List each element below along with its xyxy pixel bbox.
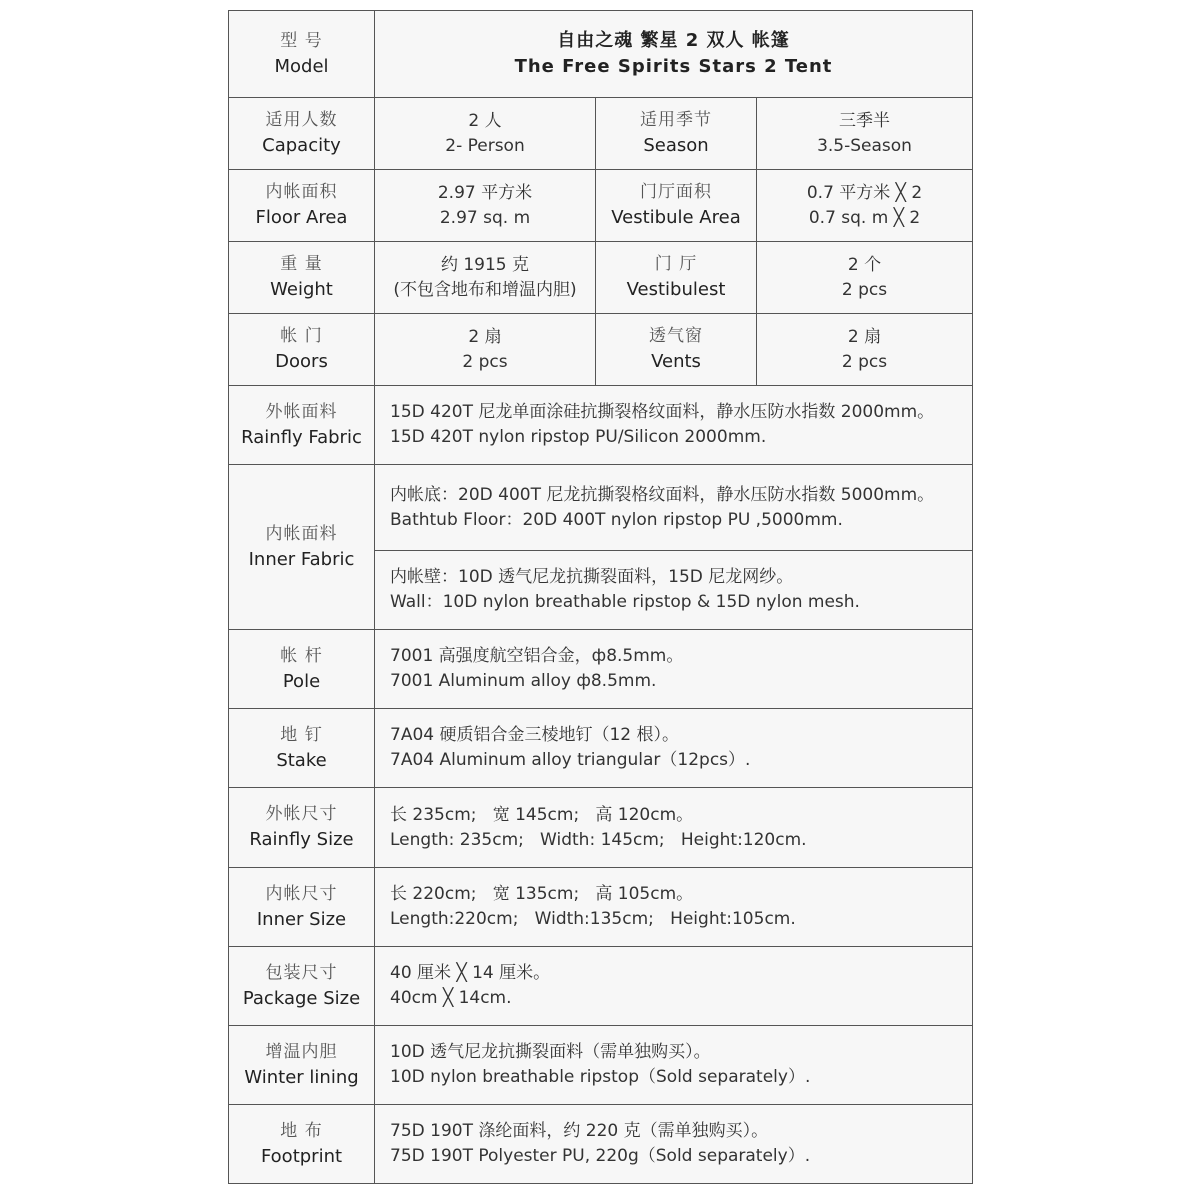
label-zh: 地 钉 (280, 724, 323, 745)
value-en: 2.97 sq. m (439, 207, 531, 228)
label-zh: 透气窗 (649, 326, 703, 346)
label-en: Rainfly Fabric (241, 426, 362, 448)
row-inner-fabric-floor (229, 465, 973, 551)
label-stake (229, 709, 375, 788)
value-zh: 75D 190T 涤纶面料，约 220 克（需单独购买）。 (390, 1121, 769, 1141)
row-package-size (229, 947, 973, 1026)
label-zh: 帐 杆 (280, 645, 323, 666)
row-inner-size (229, 868, 973, 947)
value-en: Length: 235cm; Width: 145cm; Height:120cm. (390, 829, 807, 850)
label-vestibulest (596, 242, 757, 314)
value-zh: 40 厘米 ╳ 14 厘米。 (390, 963, 551, 983)
model-name-zh: 自由之魂 繁星 2 双人 帐篷 (557, 30, 790, 51)
label-en: Inner Fabric (248, 548, 355, 570)
row-capacity-season (229, 98, 973, 170)
value-zh: 内帐壁：10D 透气尼龙抗撕裂面料，15D 尼龙网纱。 (390, 567, 794, 587)
label-en: Floor Area (255, 207, 348, 228)
label-zh: 型 号 (280, 30, 323, 51)
value-rainfly-fabric (375, 386, 973, 465)
row-weight (229, 242, 973, 314)
value-zh: 10D 透气尼龙抗撕裂面料（需单独购买）。 (390, 1042, 711, 1062)
value-en: 0.7 sq. m ╳ 2 (808, 207, 921, 228)
row-stake (229, 709, 973, 788)
label-winter-lining (229, 1026, 375, 1105)
value-en: 7A04 Aluminum alloy triangular（12pcs）. (390, 750, 751, 770)
label-en: Vents (651, 351, 701, 372)
label-en: Capacity (262, 135, 341, 156)
value-weight (375, 242, 596, 314)
value-inner-floor (375, 465, 973, 551)
value-en: 7001 Aluminum alloy ф8.5mm. (390, 671, 657, 691)
row-rainfly-size (229, 788, 973, 868)
value-zh: 三季半 (839, 110, 890, 131)
label-zh: 重 量 (280, 254, 323, 274)
value-en: 2- Person (445, 135, 525, 156)
value-zh: 长 235cm; 宽 145cm; 高 120cm。 (390, 804, 694, 825)
label-vestibule-area (596, 170, 757, 242)
value-zh: 2 人 (468, 110, 502, 131)
label-zh: 门 厅 (654, 254, 698, 274)
label-floor-area (229, 170, 375, 242)
label-zh: 适用人数 (265, 110, 338, 130)
label-package-size (229, 947, 375, 1026)
label-en: Rainfly Size (249, 829, 354, 850)
row-pole (229, 630, 973, 709)
label-en: Season (643, 135, 709, 156)
value-en: 40cm ╳ 14cm. (390, 988, 512, 1008)
label-zh: 地 布 (280, 1120, 323, 1141)
label-capacity (229, 98, 375, 170)
label-en: Stake (276, 749, 327, 771)
value-pole (375, 630, 973, 709)
label-doors (229, 314, 375, 386)
label-en: Inner Size (256, 908, 347, 930)
label-rainfly-size (229, 788, 375, 868)
value-zh: 内帐底：20D 400T 尼龙抗撕裂格纹面料，静水压防水指数 5000mm。 (390, 484, 935, 505)
label-zh: 适用季节 (640, 110, 712, 130)
label-en: Vestibulest (626, 279, 726, 300)
value-floor-area (375, 170, 596, 242)
value-zh: 0.7 平方米 ╳ 2 (806, 182, 923, 203)
value-rainfly-size (375, 788, 973, 868)
value-en: 2 pcs (841, 279, 888, 300)
label-en: Package Size (242, 987, 361, 1009)
row-footprint (229, 1105, 973, 1184)
label-en: Winter lining (244, 1066, 359, 1088)
label-vents (596, 314, 757, 386)
label-model (229, 11, 375, 98)
value-doors (375, 314, 596, 386)
value-zh: 7001 高强度航空铝合金，ф8.5mm。 (390, 646, 684, 666)
value-en: Length:220cm; Width:135cm; Height:105cm. (390, 909, 796, 929)
label-weight (229, 242, 375, 314)
value-footprint (375, 1105, 973, 1184)
value-en: 10D nylon breathable ripstop（Sold separately）. (390, 1067, 811, 1087)
label-en: Doors (275, 351, 328, 372)
value-stake (375, 709, 973, 788)
label-zh: 包装尺寸 (265, 962, 338, 983)
value-vestibulest (757, 242, 973, 314)
model-name-en: The Free Spirits Stars 2 Tent (514, 56, 833, 77)
value-package-size (375, 947, 973, 1026)
value-capacity (375, 98, 596, 170)
row-rainfly-fabric (229, 386, 973, 465)
value-zh: 2 扇 (468, 326, 502, 347)
value-vestibule-area (757, 170, 973, 242)
spec-table (228, 10, 973, 1184)
model-value (375, 11, 973, 98)
label-pole (229, 630, 375, 709)
label-en: Pole (282, 670, 321, 692)
value-vents (757, 314, 973, 386)
value-winter-lining (375, 1026, 973, 1105)
label-en: Weight (270, 279, 333, 300)
row-model (229, 11, 973, 98)
label-zh: 帐 门 (280, 326, 323, 346)
value-zh: 7A04 硬质铝合金三棱地钉（12 根）。 (390, 725, 680, 745)
row-doors-vents (229, 314, 973, 386)
label-zh: 外帐面料 (265, 401, 338, 422)
value-inner-wall (375, 551, 973, 630)
value-zh: 2 个 (847, 254, 882, 275)
label-inner-size (229, 868, 375, 947)
label-zh: 内帐面积 (265, 182, 338, 202)
value-zh: 2.97 平方米 (437, 182, 533, 203)
value-en: 2 pcs (841, 351, 888, 372)
label-zh: 外帐尺寸 (265, 804, 338, 824)
value-zh: 2 扇 (847, 326, 882, 347)
label-en: Vestibule Area (611, 207, 741, 228)
label-footprint (229, 1105, 375, 1184)
label-rainfly-fabric (229, 386, 375, 465)
value-note: (不包含地布和增温内胆) (393, 279, 577, 300)
value-en: Bathtub Floor：20D 400T nylon ripstop PU ,5000mm. (390, 509, 843, 530)
value-en: 3.5-Season (817, 135, 912, 156)
label-zh: 增温内胆 (265, 1041, 338, 1062)
value-zh: 15D 420T 尼龙单面涂硅抗撕裂格纹面料，静水压防水指数 2000mm。 (390, 402, 935, 422)
label-zh: 内帐面料 (265, 523, 338, 544)
label-inner-fabric (229, 465, 375, 630)
label-en: Footprint (260, 1145, 343, 1167)
label-zh: 门厅面积 (640, 182, 712, 202)
value-inner-size (375, 868, 973, 947)
label-season (596, 98, 757, 170)
value-zh: 长 220cm; 宽 135cm; 高 105cm。 (390, 884, 694, 904)
row-area (229, 170, 973, 242)
label-en: Model (274, 55, 329, 77)
value-zh: 约 1915 克 (440, 254, 530, 275)
value-en: 2 pcs (462, 351, 508, 372)
value-en: 15D 420T nylon ripstop PU/Silicon 2000mm. (390, 427, 767, 447)
value-season (757, 98, 973, 170)
label-zh: 内帐尺寸 (265, 883, 338, 904)
row-winter-lining (229, 1026, 973, 1105)
value-en: Wall：10D nylon breathable ripstop & 15D nylon mesh. (390, 592, 860, 612)
value-en: 75D 190T Polyester PU, 220g（Sold separately）. (390, 1146, 811, 1166)
